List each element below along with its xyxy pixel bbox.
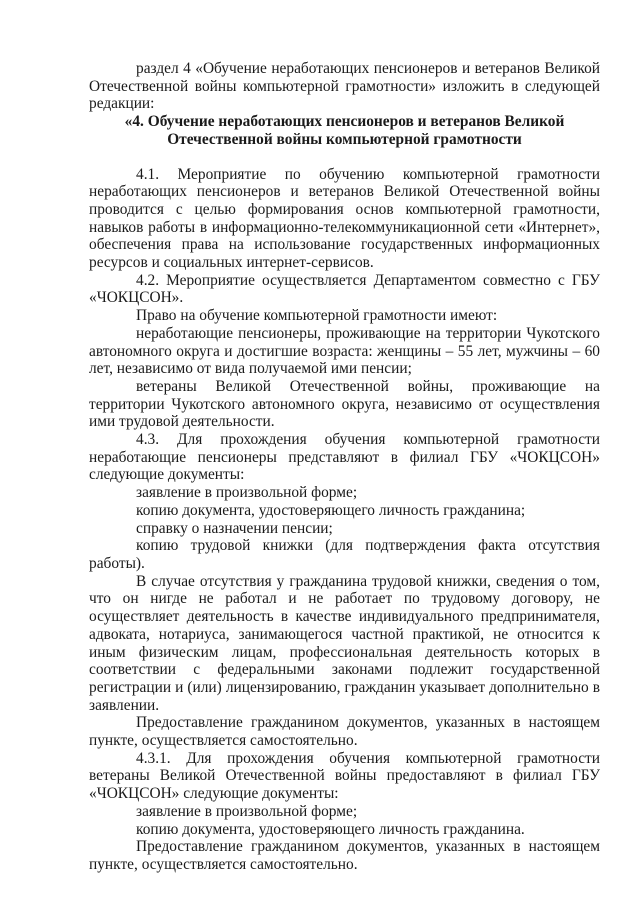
paragraph-veterans: ветераны Великой Отечественной войны, проживающие на территории Чукотского автономного округа, независимо от осуществления ими трудовой деятельности.	[89, 377, 600, 431]
section-heading: «4. Обучение неработающих пенсионеров и ветеранов Великой Отечественной войны компьютерной грамотности	[124, 113, 565, 148]
intro-paragraph: раздел 4 «Обучение неработающих пенсионеров и ветеранов Великой Отечественной войны компьютерной грамотности» изложить в следующей редакции:	[89, 60, 600, 113]
paragraph-4-2: 4.2. Мероприятие осуществляется Департаментом совместно с ГБУ «ЧОКЦСОН».	[89, 271, 600, 307]
paragraph-right-to-training: Право на обучение компьютерной грамотности имеют:	[136, 307, 498, 325]
paragraph-4-1: 4.1. Мероприятие по обучению компьютерной грамотности неработающих пенсионеров и ветеранов Великой Отечественной войны проводится с целью формирования основ компьютерной грамотности, навыков работы в информационно-телекоммуникационной сети «Интернет», обеспечения права на использование государственных информационных ресурсов и социальных интернет-сервисов.	[89, 165, 600, 272]
paragraph-4-3: 4.3. Для прохождения обучения компьютерной грамотности неработающие пенсионеры представляют в филиал ГБУ «ЧОКЦСОН» следующие документы:	[89, 431, 600, 484]
paragraph-self-submission-veterans: Предоставление гражданином документов, указанных в настоящем пункте, осуществляется самостоятельно.	[89, 838, 600, 873]
list-item-application-veterans: заявление в произвольной форме;	[136, 802, 358, 820]
paragraph-pensioners: неработающие пенсионеры, проживающие на территории Чукотского автономного округа и достигшие возраста: женщины – 55 лет, мужчины – 60 лет, независимо от вида получаемой ими пенсии;	[89, 324, 600, 378]
list-item-pension-certificate: справку о назначении пенсии;	[136, 519, 333, 537]
list-item-application: заявление в произвольной форме;	[136, 484, 358, 502]
spacer	[89, 149, 600, 166]
list-item-identity-copy-veterans: копию документа, удостоверяющего личность гражданина.	[136, 820, 525, 838]
list-item-identity-copy: копию документа, удостоверяющего личность гражданина;	[136, 501, 526, 519]
list-item-workbook-copy: копию трудовой книжки (для подтверждения факта отсутствия работы).	[89, 537, 600, 572]
document-page	[89, 60, 600, 874]
paragraph-self-submission: Предоставление гражданином документов, указанных в настоящем пункте, осуществляется самостоятельно.	[89, 714, 600, 750]
paragraph-4-3-1: 4.3.1. Для прохождения обучения компьютерной грамотности ветераны Великой Отечественной войны предоставляют в филиал ГБУ «ЧОКЦСОН» следующие документы:	[89, 749, 600, 803]
paragraph-no-workbook: В случае отсутствия у гражданина трудовой книжки, сведения о том, что он нигде не работал и не работает по трудовому договору, не осуществляет деятельность в качестве индивидуального предпринимателя, адвоката, нотариуса, занимающегося частной практикой, не относится к иным физическим лицам, профессиональная деятельность которых в соответствии с федеральными законами подлежит государственной регистрации и (или) лицензированию, гражданин указывает дополнительно в заявлении.	[89, 572, 600, 714]
